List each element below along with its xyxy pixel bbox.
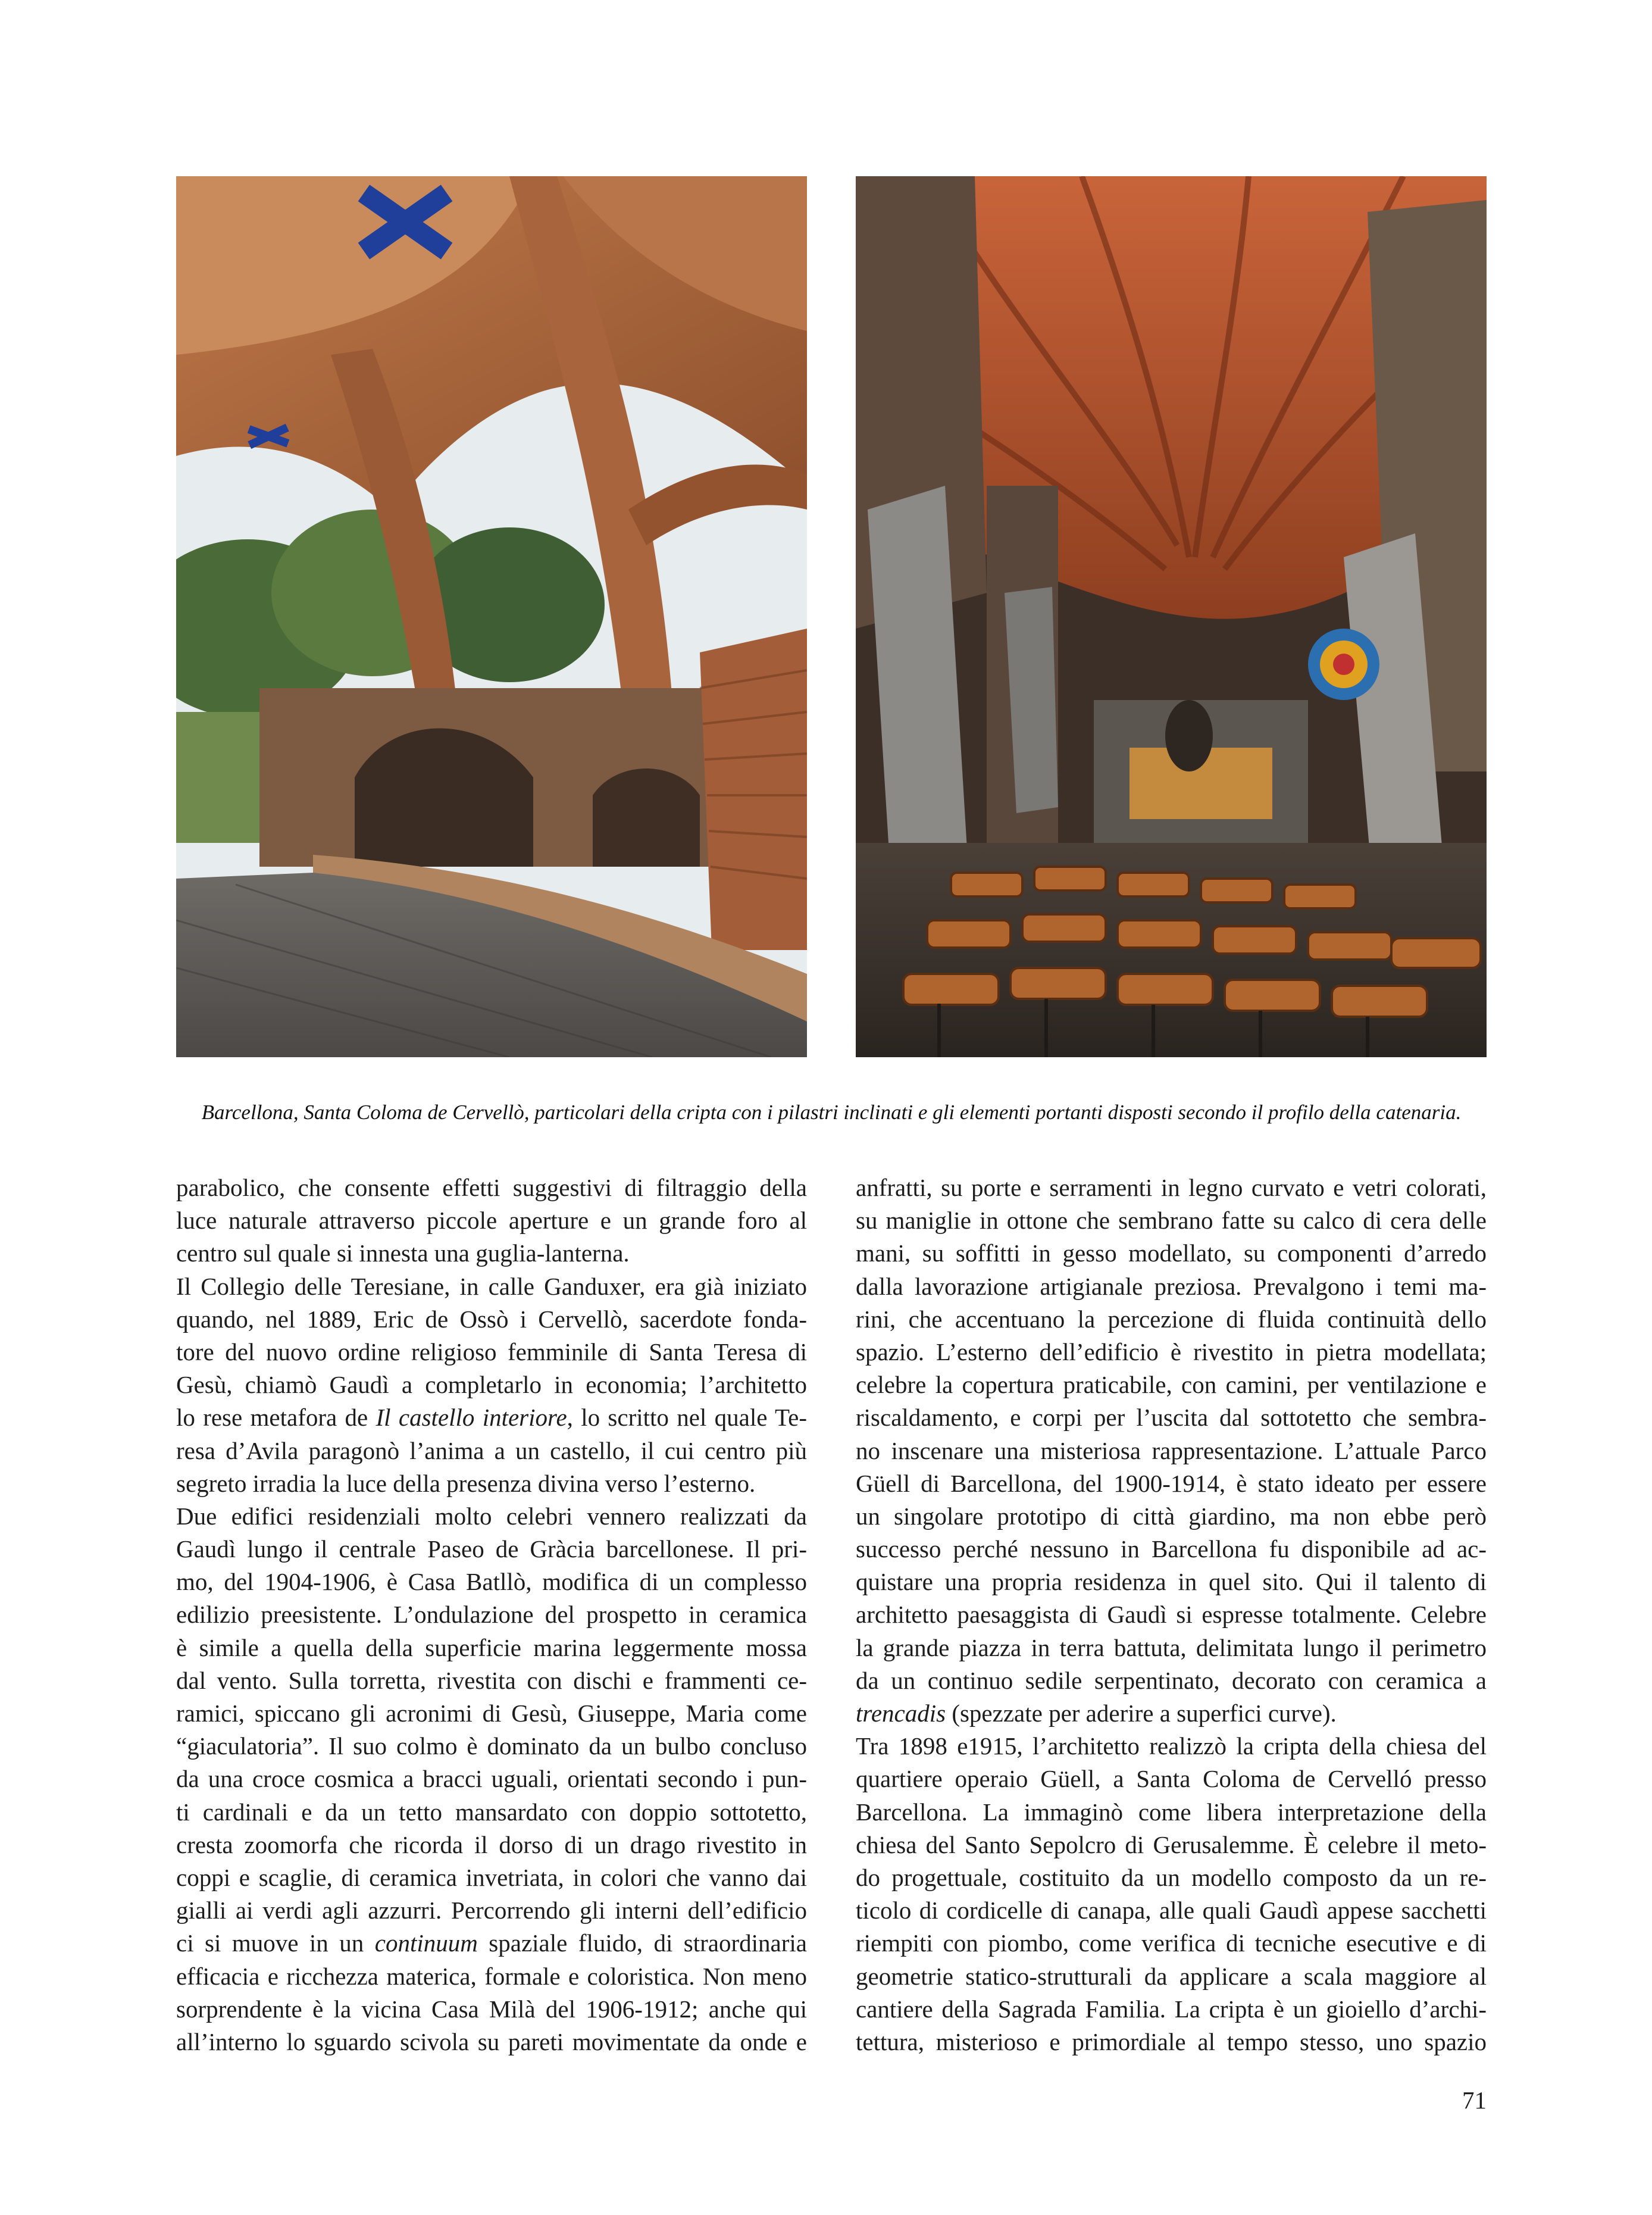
text-line bbox=[856, 1303, 1487, 1336]
text-segment: sorprendente è la vicina Casa Milà del 1906-1912; anche qui bbox=[176, 1995, 807, 2023]
text-segment: resa d’Avila paragonò l’anima a un castello, il cui centro più bbox=[176, 1436, 807, 1464]
text-line bbox=[176, 1566, 807, 1598]
text-segment: edilizio preesistente. L’ondulazione del prospetto in ceramica bbox=[176, 1601, 807, 1629]
text-segment: chiesa del Santo Sepolcro di Gerusalemme. È celebre il meto- bbox=[856, 1830, 1487, 1858]
crypt-portico-image bbox=[176, 176, 807, 1057]
text-line bbox=[856, 1336, 1487, 1369]
text-line bbox=[856, 1993, 1487, 2026]
text-line bbox=[856, 1632, 1487, 1664]
text-segment: ci si muove in un bbox=[176, 1929, 375, 1957]
text-line bbox=[856, 1861, 1487, 1894]
text-line bbox=[856, 1533, 1487, 1566]
text-line bbox=[856, 1829, 1487, 1861]
text-segment: ticolo di cordicelle di canapa, alle quali Gaudì appese sacchetti bbox=[856, 1897, 1487, 1925]
text-segment: cresta zoomorfa che ricorda il dorso di un drago rivestito in bbox=[176, 1830, 807, 1858]
text-segment: tettura, misterioso e primordiale al tempo stesso, uno spazio bbox=[856, 2027, 1487, 2055]
text-segment: Güell di Barcellona, del 1900-1914, è stato ideato per essere bbox=[856, 1469, 1487, 1497]
text-line bbox=[856, 1467, 1487, 1500]
text-line bbox=[176, 1796, 807, 1829]
text-segment: , lo scritto nel quale Te- bbox=[567, 1404, 808, 1432]
text-segment: ramici, spiccano gli acronimi di Gesù, Giuseppe, Maria come bbox=[176, 1699, 807, 1727]
text-segment: quando, nel 1889, Eric de Ossò i Cervellò, sacerdote fonda- bbox=[176, 1305, 807, 1333]
italic-text: continuum bbox=[374, 1929, 478, 1957]
text-line bbox=[176, 1500, 807, 1533]
text-line bbox=[176, 2026, 807, 2058]
text-segment: riempiti con piombo, come verifica di tecniche esecutive e di bbox=[856, 1929, 1487, 1957]
text-segment: dal vento. Sulla torretta, rivestita con dischi e frammenti ce- bbox=[176, 1666, 807, 1694]
text-line bbox=[856, 1763, 1487, 1795]
text-line bbox=[176, 1467, 807, 1500]
text-line bbox=[856, 1435, 1487, 1467]
text-segment: architetto paesaggista di Gaudì si espresse totalmente. Celebre bbox=[856, 1601, 1487, 1629]
text-line bbox=[856, 1171, 1487, 1204]
text-segment: riscaldamento, e corpi per l’uscita dal sottotetto che sembra- bbox=[856, 1404, 1487, 1432]
text-line bbox=[176, 1204, 807, 1237]
text-line bbox=[176, 1894, 807, 1927]
text-segment: celebre la copertura praticabile, con camini, per ventilazione e bbox=[856, 1371, 1487, 1399]
text-segment: anfratti, su porte e serramenti in legno curvato e vetri colorati, bbox=[856, 1174, 1487, 1201]
text-segment: mani, su soffitti in gesso modellato, su componenti d’arredo bbox=[856, 1239, 1487, 1267]
text-line bbox=[176, 1171, 807, 1204]
text-line bbox=[856, 1369, 1487, 1401]
text-segment: successo perché nessuno in Barcellona fu disponibile ad ac- bbox=[856, 1535, 1487, 1563]
text-segment: quistare una propria residenza in quel sito. Qui il talento di bbox=[856, 1568, 1487, 1596]
text-segment: cantiere della Sagrada Familia. La cripta è un gioiello d’archi- bbox=[856, 1995, 1487, 2023]
text-line bbox=[856, 1697, 1487, 1730]
text-segment: Gaudì lungo il centrale Paseo de Gràcia barcellonese. Il pri- bbox=[176, 1535, 807, 1563]
text-line bbox=[176, 1336, 807, 1369]
text-line bbox=[176, 1829, 807, 1861]
text-segment: geometrie statico-strutturali da applicare a scala maggiore al bbox=[856, 1962, 1487, 1990]
text-line bbox=[176, 1237, 807, 1270]
text-segment: coppi e scaglie, di ceramica invetriata, in colori che vanno dai bbox=[176, 1863, 807, 1891]
text-segment: efficacia e ricchezza materica, formale e coloristica. Non meno bbox=[176, 1962, 807, 1990]
text-segment: do progettuale, costituito da un modello composto da un re- bbox=[856, 1863, 1487, 1891]
italic-text: trencadis bbox=[856, 1699, 946, 1727]
crypt-portico-photo bbox=[176, 176, 807, 1057]
text-line bbox=[176, 1303, 807, 1336]
text-segment: Barcellona. La immaginò come libera interpretazione della bbox=[856, 1798, 1487, 1826]
text-segment: un singolare prototipo di città giardino, ma non ebbe però bbox=[856, 1502, 1487, 1530]
text-segment: parabolico, che consente effetti suggestivi di filtraggio della bbox=[176, 1174, 807, 1201]
text-segment: Tra 1898 e1915, l’architetto realizzò la cripta della chiesa del bbox=[856, 1732, 1487, 1760]
text-segment: spaziale fluido, di straordinaria bbox=[477, 1929, 807, 1957]
text-line bbox=[176, 1861, 807, 1894]
text-line bbox=[856, 1237, 1487, 1270]
text-line bbox=[176, 1598, 807, 1631]
text-line bbox=[856, 1894, 1487, 1927]
text-segment: dalla lavorazione artigianale preziosa. Prevalgono i temi ma- bbox=[856, 1272, 1487, 1300]
text-line bbox=[176, 1664, 807, 1697]
text-segment: su maniglie in ottone che sembrano fatte su calco di cera delle bbox=[856, 1207, 1487, 1235]
text-column-left bbox=[176, 1171, 807, 2058]
text-line bbox=[176, 1730, 807, 1763]
text-line bbox=[856, 1598, 1487, 1631]
text-line bbox=[856, 1270, 1487, 1303]
text-line bbox=[176, 1960, 807, 1993]
text-line bbox=[856, 1960, 1487, 1993]
text-line bbox=[176, 1632, 807, 1664]
text-segment: all’interno lo sguardo scivola su pareti movimentate da onde e bbox=[176, 2027, 807, 2055]
text-line bbox=[856, 1664, 1487, 1697]
text-segment: no inscenare una misteriosa rappresentazione. L’attuale Parco bbox=[856, 1436, 1487, 1464]
figure-caption: Barcellona, Santa Coloma de Cervellò, particolari della cripta con i pilastri inclinati e gli elementi portanti disposti secondo il profilo della catenaria. bbox=[201, 1101, 1462, 1124]
text-segment: da un continuo sedile serpentinato, decorato con ceramica a bbox=[856, 1666, 1487, 1694]
text-line bbox=[176, 1435, 807, 1467]
text-segment: spazio. L’esterno dell’edificio è rivestito in pietra modellata; bbox=[856, 1338, 1487, 1366]
text-line bbox=[856, 1796, 1487, 1829]
text-line bbox=[856, 1927, 1487, 1960]
text-column-right bbox=[856, 1171, 1487, 2058]
text-line bbox=[856, 1500, 1487, 1533]
text-line bbox=[856, 1566, 1487, 1598]
text-segment: è simile a quella della superficie marina leggermente mossa bbox=[176, 1633, 807, 1661]
text-segment: quartiere operaio Güell, a Santa Coloma de Cervelló presso bbox=[856, 1765, 1487, 1793]
text-segment: Il Collegio delle Teresiane, in calle Ganduxer, era già iniziato bbox=[176, 1272, 807, 1300]
text-segment: Due edifici residenziali molto celebri vennero realizzati da bbox=[176, 1502, 807, 1530]
text-line bbox=[176, 1533, 807, 1566]
text-segment: luce naturale attraverso piccole aperture e un grande foro al bbox=[176, 1207, 807, 1235]
text-line bbox=[176, 1927, 807, 1960]
text-line bbox=[856, 2026, 1487, 2058]
text-segment: “giaculatoria”. Il suo colmo è dominato da un bulbo concluso bbox=[176, 1732, 807, 1760]
page-number: 71 bbox=[1462, 2086, 1487, 2114]
text-line bbox=[856, 1730, 1487, 1763]
text-segment: lo rese metafora de bbox=[176, 1404, 376, 1432]
text-segment: Gesù, chiamò Gaudì a completarlo in economia; l’architetto bbox=[176, 1371, 807, 1399]
text-line bbox=[176, 1697, 807, 1730]
text-line bbox=[856, 1204, 1487, 1237]
text-segment: gialli ai verdi agli azzurri. Percorrendo gli interni dell’edificio bbox=[176, 1897, 807, 1925]
text-line bbox=[176, 1369, 807, 1401]
text-line bbox=[176, 1763, 807, 1795]
text-line bbox=[856, 1401, 1487, 1434]
text-segment: segreto irradia la luce della presenza divina verso l’esterno. bbox=[176, 1469, 756, 1497]
text-line bbox=[176, 1993, 807, 2026]
text-segment: rini, che accentuano la percezione di fluida continuità dello bbox=[856, 1305, 1487, 1333]
crypt-interior-photo bbox=[856, 176, 1487, 1057]
text-segment: da una croce cosmica a bracci uguali, orientati secondo i pun- bbox=[176, 1765, 807, 1793]
text-segment: ti cardinali e da un tetto mansardato con doppio sottotetto, bbox=[176, 1798, 807, 1826]
text-line bbox=[176, 1401, 807, 1434]
text-segment: (spezzate per aderire a superfici curve). bbox=[946, 1699, 1337, 1727]
italic-text: Il castello interiore bbox=[376, 1404, 567, 1432]
crypt-interior-image bbox=[856, 176, 1487, 1057]
text-segment: mo, del 1904-1906, è Casa Batllò, modifica di un complesso bbox=[176, 1568, 807, 1596]
text-segment: la grande piazza in terra battuta, delimitata lungo il perimetro bbox=[856, 1633, 1487, 1661]
text-segment: tore del nuovo ordine religioso femminile di Santa Teresa di bbox=[176, 1338, 807, 1366]
text-line bbox=[176, 1270, 807, 1303]
text-segment: centro sul quale si innesta una guglia-lanterna. bbox=[176, 1239, 630, 1267]
